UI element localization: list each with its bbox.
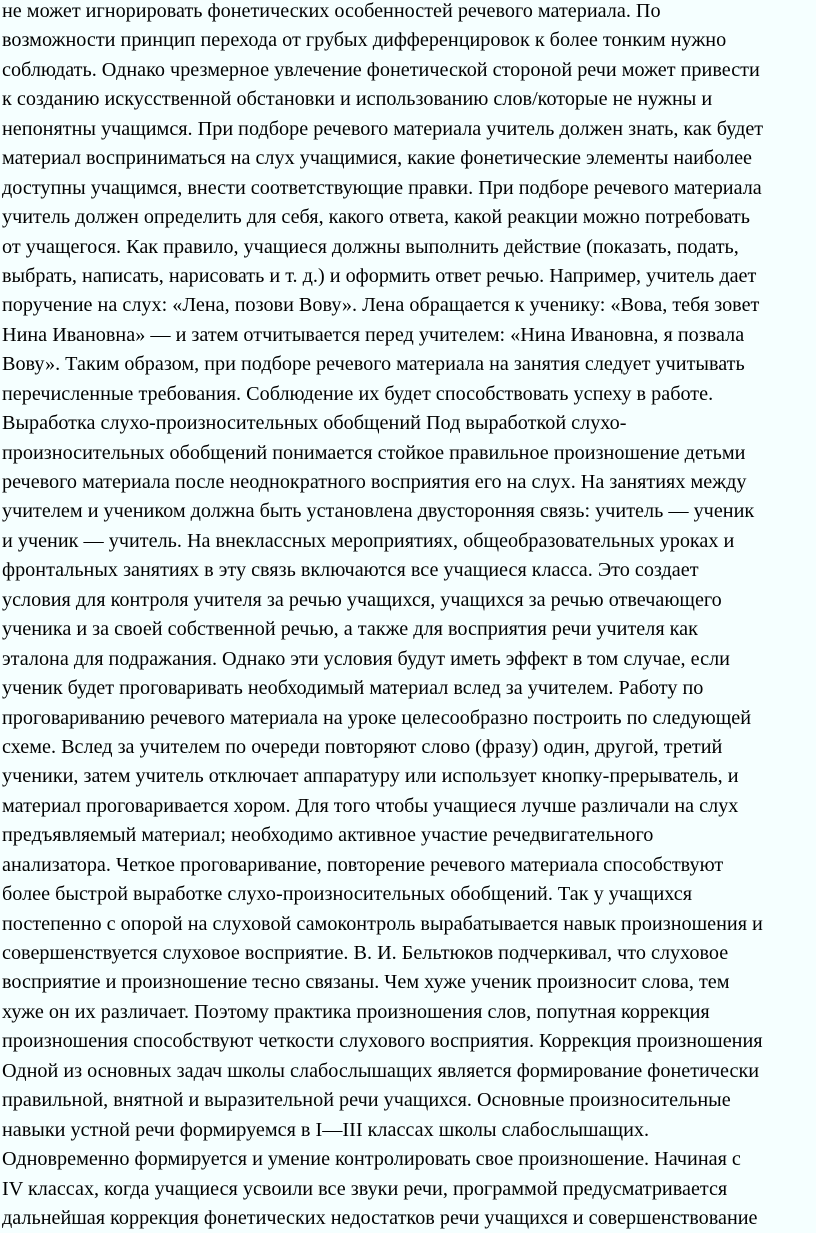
text-line-34: восприятие и произношение тесно связаны. Чем хуже ученик произносит слова, тем <box>0 968 816 997</box>
text-line-12: Нина Ивановна» — и затем отчитывается перед учителем: «Нина Ивановна, я позвала <box>0 321 816 350</box>
text-line-39: навыки устной речи формируемся в I—III классах школы слабослышащих. <box>0 1116 816 1145</box>
text-line-18: учителем и учеником должна быть установлена двусторонняя связь: учитель — ученик <box>0 497 816 526</box>
text-line-22: ученика и за своей собственной речью, а также для восприятия речи учителя как <box>0 615 816 644</box>
text-line-13: Вову». Таким образом, при подборе речевого материала на занятия следует учитывать <box>0 350 816 379</box>
text-line-25: проговариванию речевого материала на уроке целесообразно построить по следующей <box>0 704 816 733</box>
text-line-35: хуже он их различает. Поэтому практика произношения слов, попутная коррекция <box>0 998 816 1027</box>
text-line-28: материал проговаривается хором. Для того чтобы учащиеся лучше различали на слух <box>0 792 816 821</box>
text-line-37: Одной из основных задач школы слабослышащих является формирование фонетически <box>0 1057 816 1086</box>
text-line-42: дальнейшая коррекция фонетических недостатков речи учащихся и совершенствование <box>0 1204 816 1233</box>
text-line-38: правильной, внятной и выразительной речи учащихся. Основные произносительные <box>0 1086 816 1115</box>
text-line-14: перечисленные требования. Соблюдение их будет способствовать успеху в работе. <box>0 380 816 409</box>
text-line-5: непонятны учащимся. При подборе речевого материала учитель должен знать, как будет <box>0 115 816 144</box>
text-line-36: произношения способствуют четкости слухового восприятия. Коррекция произношения <box>0 1027 816 1056</box>
text-line-16: произносительных обобщений понимается стойкое правильное произношение детьми <box>0 439 816 468</box>
text-line-33: совершенствуется слуховое восприятие. В. И. Бельтюков подчеркивал, что слуховое <box>0 939 816 968</box>
text-line-21: условия для контроля учителя за речью учащихся, учащихся за речью отвечающего <box>0 586 816 615</box>
text-line-20: фронтальных занятиях в эту связь включаются все учащиеся класса. Это создает <box>0 556 816 585</box>
text-line-7: доступны учащимся, внести соответствующие правки. При подборе речевого материала <box>0 174 816 203</box>
text-line-23: эталона для подражания. Однако эти условия будут иметь эффект в том случае, если <box>0 645 816 674</box>
text-line-24: ученик будет проговаривать необходимый материал вслед за учителем. Работу по <box>0 674 816 703</box>
text-line-27: ученики, затем учитель отключает аппаратуру или использует кнопку-прерыватель, и <box>0 762 816 791</box>
text-line-19: и ученик — учитель. На внеклассных мероприятиях, общеобразовательных уроках и <box>0 527 816 556</box>
text-line-17: речевого материала после неоднократного восприятия его на слух. На занятиях между <box>0 468 816 497</box>
text-line-10: выбрать, написать, нарисовать и т. д.) и оформить ответ речью. Например, учитель дает <box>0 262 816 291</box>
text-line-2: возможности принцип перехода от грубых дифференцировок к более тонким нужно <box>0 26 816 55</box>
text-line-40: Одновременно формируется и умение контролировать свое произношение. Начиная с <box>0 1145 816 1174</box>
text-line-32: постепенно с опорой на слуховой самоконтроль вырабатывается навык произношения и <box>0 910 816 939</box>
text-line-30: анализатора. Четкое проговаривание, повторение речевого материала способствуют <box>0 851 816 880</box>
text-line-41: IV классах, когда учащиеся усвоили все звуки речи, программой предусматривается <box>0 1175 816 1204</box>
text-line-15: Выработка слухо-произносительных обобщений Под выработкой слухо- <box>0 409 816 438</box>
text-line-31: более быстрой выработке слухо-произносительных обобщений. Так у учащихся <box>0 880 816 909</box>
text-line-26: схеме. Вслед за учителем по очереди повторяют слово (фразу) один, другой, третий <box>0 733 816 762</box>
text-line-6: материал восприниматься на слух учащимися, какие фонетические элементы наиболее <box>0 144 816 173</box>
text-line-11: поручение на слух: «Лена, позови Вову». Лена обращается к ученику: «Вова, тебя зовет <box>0 291 816 320</box>
text-line-9: от учащегося. Как правило, учащиеся должны выполнить действие (показать, подать, <box>0 233 816 262</box>
text-line-4: к созданию искусственной обстановки и использованию слов/которые не нужны и <box>0 85 816 114</box>
text-line-1: не может игнорировать фонетических особенностей речевого материала. По <box>0 0 816 26</box>
text-line-29: предъявляемый материал; необходимо активное участие речедвигательного <box>0 821 816 850</box>
text-line-3: соблюдать. Однако чрезмерное увлечение фонетической стороной речи может привести <box>0 56 816 85</box>
text-line-8: учитель должен определить для себя, какого ответа, какой реакции можно потребовать <box>0 203 816 232</box>
